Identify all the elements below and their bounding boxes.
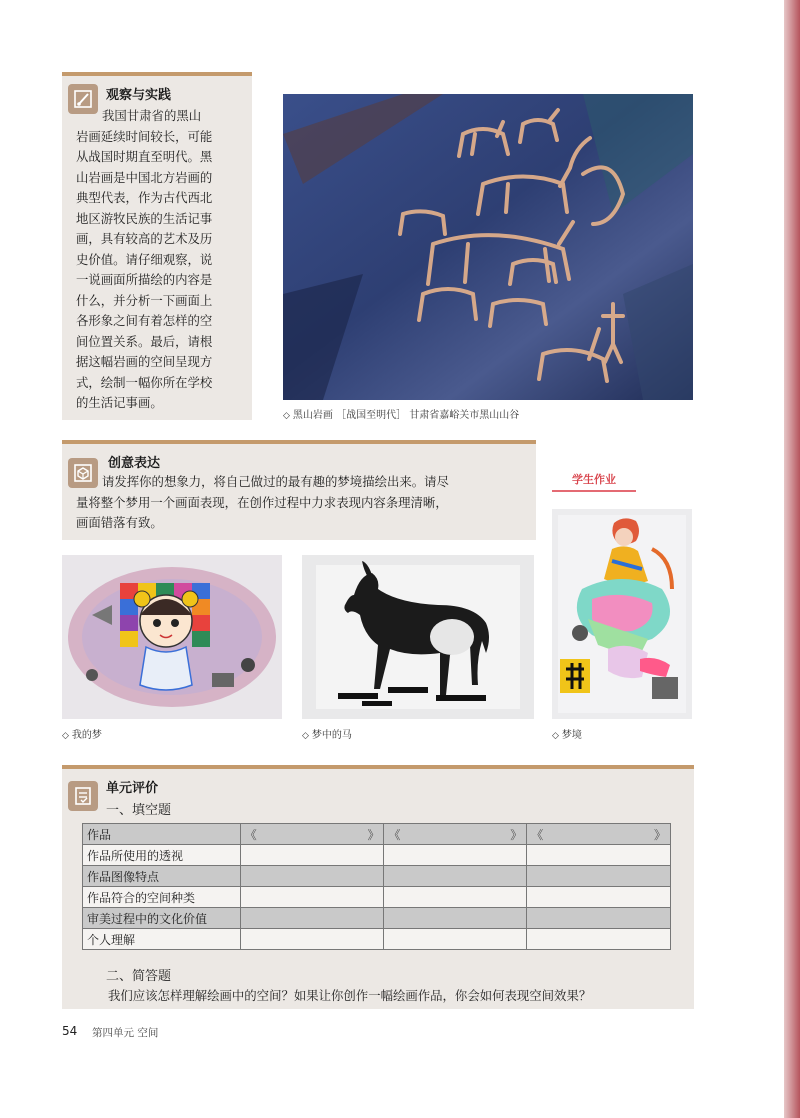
checklist-icon — [68, 781, 98, 811]
creative-line: 请发挥你的想象力，将自己做过的最有趣的梦境描绘出来。请尽 — [102, 474, 449, 489]
table-row-label: 个人理解 — [83, 929, 241, 950]
diamond-icon: ◇ — [62, 731, 69, 741]
artwork-my-dream — [62, 555, 282, 719]
table-row — [83, 866, 671, 887]
table-blank-cell[interactable] — [384, 929, 527, 950]
student-work-badge — [552, 468, 636, 492]
table-blank-cell[interactable] — [527, 908, 671, 929]
observe-line: 的生活记事画。 — [76, 395, 163, 410]
table-blank-cell[interactable] — [240, 887, 384, 908]
table-header-cell — [527, 824, 671, 845]
observe-text — [76, 106, 248, 414]
rock-painting-caption-text: 黑山岩画 ［战国至明代］ 甘肃省嘉峪关市黑山山谷 — [292, 410, 520, 421]
table-blank-cell[interactable] — [384, 866, 527, 887]
student-work-underline — [552, 490, 636, 492]
artwork-horse — [302, 555, 534, 719]
observe-line: 史价值。请仔细观察，说 — [76, 251, 213, 267]
diamond-icon: ◇ — [552, 731, 559, 741]
observe-line: 一说画面所描绘的内容是 — [76, 272, 213, 287]
table-blank-cell[interactable] — [527, 929, 671, 950]
table-blank-cell[interactable] — [240, 866, 384, 887]
bracket-open: 《 — [244, 827, 257, 842]
table-blank-cell[interactable] — [527, 845, 671, 866]
observe-line: 各形象之间有着怎样的空 — [76, 313, 213, 328]
observe-line: 山岩画是中国北方岩画的 — [76, 169, 213, 185]
bracket-open: 《 — [531, 827, 544, 842]
bracket-open: 《 — [388, 827, 401, 842]
observe-line: 什么，并分析一下画面上 — [76, 292, 213, 308]
table-blank-cell[interactable] — [240, 845, 384, 866]
observe-line: 画，具有较高的艺术及历 — [76, 231, 213, 246]
creative-title: 创意表达 — [108, 456, 161, 471]
table-blank-cell[interactable] — [527, 887, 671, 908]
q1-heading: 一、填空题 — [106, 803, 172, 818]
table-row-label: 作品符合的空间种类 — [83, 887, 241, 908]
observe-title: 观察与实践 — [106, 88, 172, 103]
observe-line: 地区游牧民族的生活记事 — [76, 210, 213, 226]
table-row — [83, 908, 671, 929]
bracket-close: 》 — [653, 827, 666, 842]
table-blank-cell[interactable] — [240, 929, 384, 950]
evaluation-title: 单元评价 — [106, 781, 159, 796]
observe-line: 间位置关系。最后，请根 — [76, 333, 213, 349]
table-header-cell — [240, 824, 384, 845]
table-blank-cell[interactable] — [384, 908, 527, 929]
artwork-caption-text: 我的梦 — [71, 730, 102, 741]
table-row — [83, 929, 671, 950]
table-header-cell — [384, 824, 527, 845]
artwork-dreamland-caption — [552, 726, 582, 741]
artwork-caption-text: 梦中的马 — [311, 730, 352, 741]
table-row-label: 作品所使用的透视 — [83, 845, 241, 866]
observe-box — [62, 76, 252, 420]
diamond-icon: ◇ — [302, 731, 309, 741]
artwork-caption-text: 梦境 — [561, 730, 582, 741]
table-row-label: 审美过程中的文化价值 — [83, 908, 241, 929]
student-work-label: 学生作业 — [572, 473, 616, 486]
observe-line: 我国甘肃省的黑山 — [102, 108, 202, 123]
rock-painting-image — [283, 94, 693, 400]
observe-line: 岩画延续时间较长，可能 — [76, 128, 213, 144]
observe-line: 从战国时期直至明代。黑 — [76, 149, 213, 164]
unit-label: 第四单元 空间 — [92, 1027, 159, 1039]
table-row-label: 作品图像特点 — [83, 866, 241, 887]
q2-heading: 二、简答题 — [106, 969, 172, 984]
creative-line: 量将整个梦用一个画面表现，在创作过程中力求表现内容条理清晰， — [76, 494, 448, 510]
bracket-close: 》 — [367, 827, 380, 842]
table-header-cell: 作品 — [83, 824, 241, 845]
artwork-dreamland — [552, 509, 692, 719]
table-header-row — [83, 824, 671, 845]
artwork-horse-caption — [302, 726, 352, 741]
table-blank-cell[interactable] — [384, 845, 527, 866]
rock-painting-caption — [283, 406, 519, 421]
page-number: 54 — [62, 1024, 78, 1038]
table-blank-cell[interactable] — [527, 866, 671, 887]
observe-line: 典型代表，作为古代西北 — [76, 190, 213, 205]
artwork-my-dream-caption — [62, 726, 102, 741]
table-blank-cell[interactable] — [240, 908, 384, 929]
table-row — [83, 845, 671, 866]
table-blank-cell[interactable] — [384, 887, 527, 908]
evaluation-table — [82, 823, 671, 950]
table-row — [83, 887, 671, 908]
page-edge-strip — [784, 0, 800, 1118]
evaluation-box — [62, 769, 694, 1009]
creative-text — [76, 472, 526, 534]
observe-line: 据这幅岩画的空间呈现方 — [76, 354, 213, 369]
q2-text: 我们应该怎样理解绘画中的空间？如果让你创作一幅绘画作品，你会如何表现空间效果？ — [108, 988, 592, 1003]
creative-box — [62, 444, 536, 540]
observe-line: 式，绘制一幅你所在学校 — [76, 374, 213, 390]
bracket-close: 》 — [510, 827, 523, 842]
diamond-icon: ◇ — [283, 411, 290, 421]
creative-line: 画面错落有致。 — [76, 515, 163, 530]
